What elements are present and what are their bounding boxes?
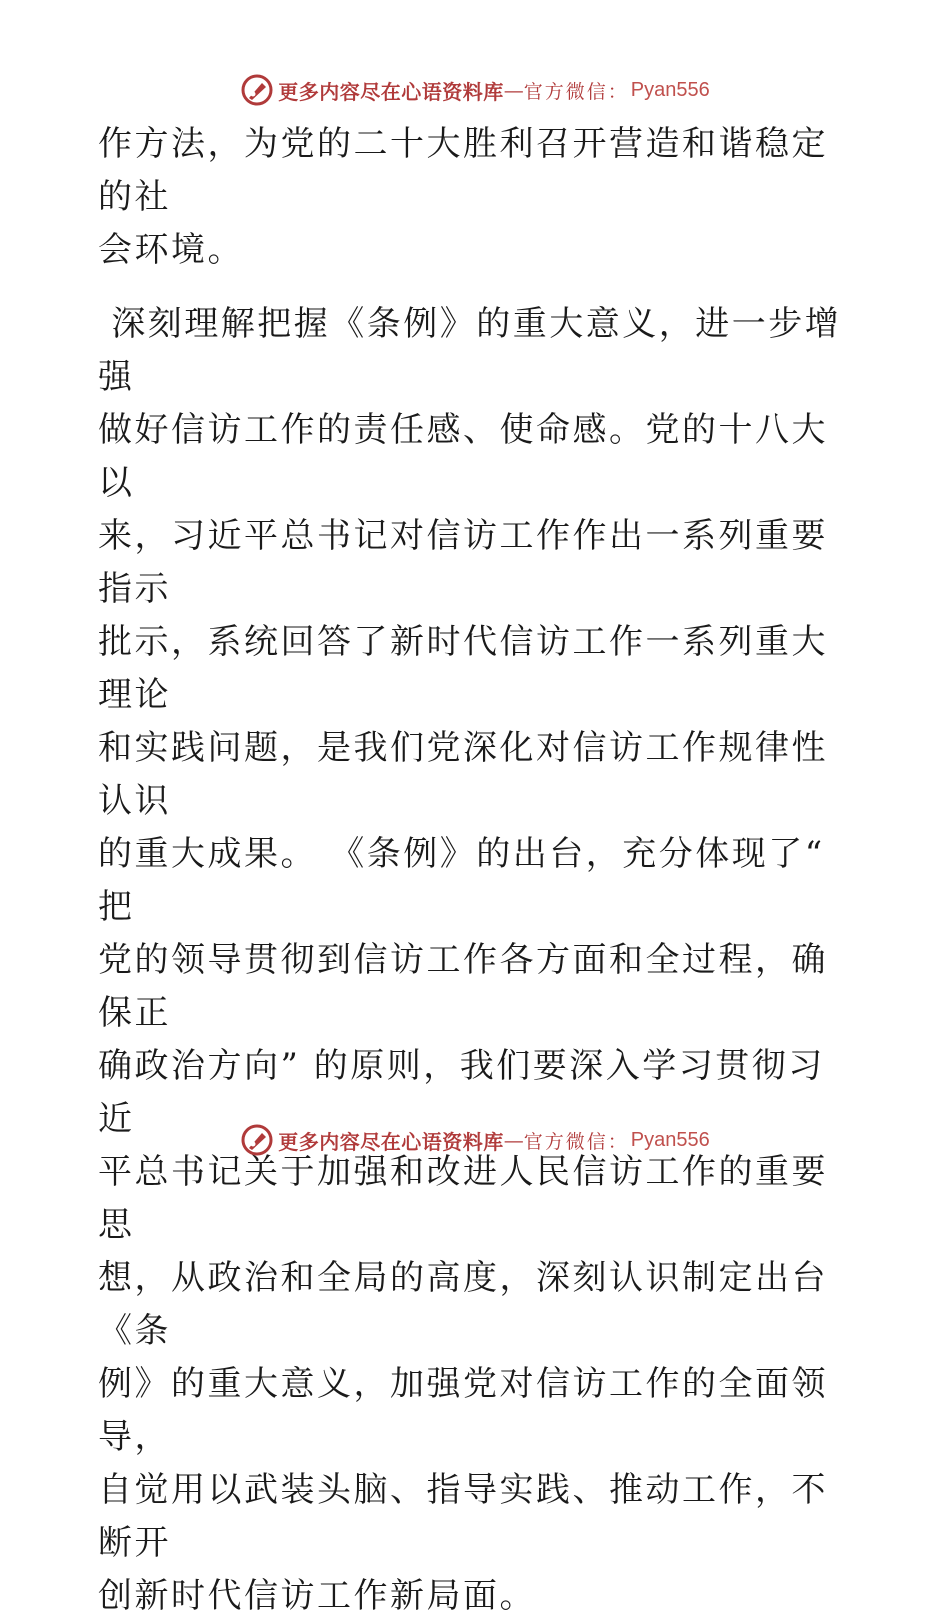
banner-official-label: 官方微信： xyxy=(523,1130,629,1153)
text-line: 平总书记关于加强和改进人民信访工作的重要思 xyxy=(98,1152,828,1245)
banner-wechat-id: Pyan556 xyxy=(630,1128,710,1151)
footer-banner xyxy=(0,1118,950,1162)
pen-nib-logo-icon xyxy=(240,73,274,107)
text-line: 创新时代信访工作新局面。 xyxy=(98,1576,536,1616)
text-line: 想，从政治和全局的高度，深刻认识制定出台《条 xyxy=(98,1258,828,1351)
document-body xyxy=(98,118,858,1623)
text-line: 确政治方向” 的原则，我们要深入学习贯彻习近 xyxy=(98,1046,825,1139)
paragraph-2 xyxy=(98,298,858,1623)
text-line: 会环境。 xyxy=(98,230,244,270)
text-line: 例》的重大意义，加强党对信访工作的全面领导， xyxy=(98,1364,828,1457)
banner-dash: — xyxy=(503,78,524,102)
text-line: 批示，系统回答了新时代信访工作一系列重大理论 xyxy=(98,622,828,715)
banner-dash: — xyxy=(503,1128,524,1152)
banner-official-label: 官方微信： xyxy=(523,80,629,103)
text-line: 作方法，为党的二十大胜利召开营造和谐稳定的社 xyxy=(98,124,828,217)
header-banner xyxy=(0,68,950,112)
banner-main-text: 更多内容尽在心语资料库 xyxy=(278,79,504,104)
pen-nib-logo-icon xyxy=(240,1123,274,1157)
paragraph-1 xyxy=(98,118,858,277)
text-line: 自觉用以武装头脑、指导实践、推动工作，不断开 xyxy=(98,1470,828,1563)
text-line: 和实践问题，是我们党深化对信访工作规律性认识 xyxy=(98,728,828,821)
text-line: 来，习近平总书记对信访工作作出一系列重要指示 xyxy=(98,516,828,609)
text-line: 的重大成果。 《条例》的出台，充分体现了“ 把 xyxy=(98,834,839,927)
banner-main-text: 更多内容尽在心语资料库 xyxy=(278,1129,504,1154)
text-line: 深刻理解把握《条例》的重大意义，进一步增强 xyxy=(98,304,842,397)
banner-wechat-id: Pyan556 xyxy=(630,78,710,101)
text-line: 做好信访工作的责任感、使命感。党的十八大以 xyxy=(98,410,828,503)
text-line: 党的领导贯彻到信访工作各方面和全过程，确保正 xyxy=(98,940,828,1033)
